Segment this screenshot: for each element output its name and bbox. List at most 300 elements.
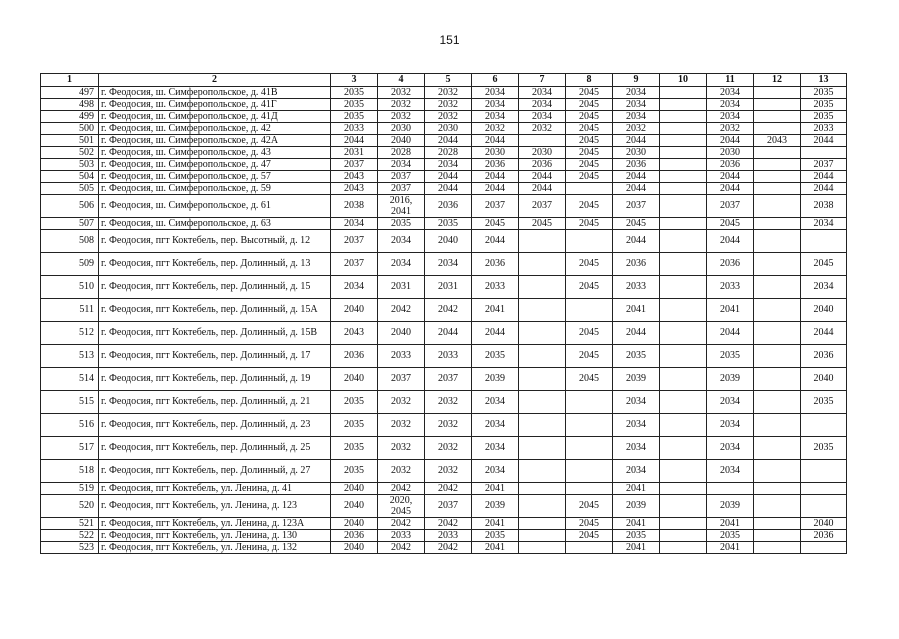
year-cell: 2035 [331,391,378,414]
year-cell: 2032 [425,391,472,414]
year-cell: 2035 [801,437,847,460]
column-header: 8 [566,74,613,87]
table-row [41,414,847,437]
table-row [41,123,847,135]
year-cell [566,483,613,495]
year-cell [754,276,801,299]
column-header: 12 [754,74,801,87]
address-cell: г. Феодосия, пгт Коктебель, пер. Долинный, д. 27 [99,460,331,483]
year-cell [660,483,707,495]
year-cell: 2035 [331,111,378,123]
year-cell: 2034 [613,460,660,483]
year-cell: 2045 [566,99,613,111]
year-cell: 2040 [378,135,425,147]
year-cell: 2040 [425,230,472,253]
year-cell: 2034 [707,437,754,460]
year-cell: 2042 [378,299,425,322]
address-cell: г. Феодосия, пгт Коктебель, ул. Ленина, д. 123 [99,495,331,518]
year-cell: 2035 [331,414,378,437]
year-cell: 2036 [331,530,378,542]
year-cell: 2044 [707,135,754,147]
row-number-cell: 514 [41,368,99,391]
year-cell [566,414,613,437]
year-cell: 2044 [472,183,519,195]
year-cell: 2033 [472,276,519,299]
year-cell: 2039 [707,495,754,518]
year-cell: 2035 [801,99,847,111]
address-cell: г. Феодосия, пгт Коктебель, пер. Долинный, д. 15А [99,299,331,322]
table-row [41,135,847,147]
year-cell: 2035 [378,218,425,230]
year-cell: 2035 [801,391,847,414]
year-cell [566,299,613,322]
year-cell: 2041 [613,299,660,322]
year-cell: 2042 [425,299,472,322]
year-cell [519,345,566,368]
year-cell: 2034 [425,253,472,276]
year-cell: 2045 [472,218,519,230]
year-cell [660,159,707,171]
year-cell [754,322,801,345]
year-cell [519,322,566,345]
table-row [41,542,847,554]
year-cell: 2040 [801,299,847,322]
year-cell [660,147,707,159]
year-cell: 2044 [519,183,566,195]
table-row [41,495,847,518]
year-cell: 2042 [378,483,425,495]
year-cell: 2036 [613,253,660,276]
year-cell: 2040 [331,299,378,322]
address-cell: г. Феодосия, ш. Симферопольское, д. 42А [99,135,331,147]
address-cell: г. Феодосия, ш. Симферопольское, д. 43 [99,147,331,159]
year-cell: 2040 [331,483,378,495]
year-cell: 2042 [378,542,425,554]
year-cell: 2037 [331,253,378,276]
year-cell: 2041 [707,518,754,530]
year-cell [754,87,801,99]
year-cell: 2041 [472,483,519,495]
year-cell: 2044 [425,322,472,345]
address-cell: г. Феодосия, пгт Коктебель, пер. Долинный, д. 23 [99,414,331,437]
year-cell [660,322,707,345]
year-cell [754,111,801,123]
year-cell: 2044 [472,322,519,345]
year-cell: 2034 [378,230,425,253]
year-cell: 2040 [331,518,378,530]
year-cell: 2035 [472,345,519,368]
year-cell: 2032 [425,437,472,460]
row-number-cell: 497 [41,87,99,99]
year-cell: 2044 [707,171,754,183]
column-header: 7 [519,74,566,87]
year-cell [660,253,707,276]
row-number-cell: 513 [41,345,99,368]
year-cell: 2032 [378,391,425,414]
year-cell: 2045 [566,345,613,368]
year-cell: 2035 [425,218,472,230]
year-cell [660,123,707,135]
year-cell: 2041 [707,542,754,554]
year-cell: 2044 [472,171,519,183]
year-cell: 2034 [472,87,519,99]
column-header: 11 [707,74,754,87]
address-cell: г. Феодосия, пгт Коктебель, пер. Долинный, д. 15 [99,276,331,299]
address-cell: г. Феодосия, пгт Коктебель, ул. Ленина, д. 41 [99,483,331,495]
year-cell: 2034 [707,99,754,111]
year-cell [801,414,847,437]
year-cell: 2037 [613,195,660,218]
year-cell: 2044 [472,135,519,147]
year-cell: 2044 [613,135,660,147]
table-row [41,111,847,123]
address-cell: г. Феодосия, пгт Коктебель, пер. Долинный, д. 17 [99,345,331,368]
year-cell: 2034 [519,87,566,99]
year-cell: 2043 [331,322,378,345]
year-cell: 2044 [801,183,847,195]
year-cell: 2043 [331,183,378,195]
year-cell: 2037 [378,368,425,391]
year-cell [801,230,847,253]
year-cell: 2032 [613,123,660,135]
year-cell: 2045 [566,111,613,123]
year-cell: 2034 [472,99,519,111]
address-cell: г. Феодосия, ш. Симферопольское, д. 41Г [99,99,331,111]
year-cell: 2037 [472,195,519,218]
row-number-cell: 522 [41,530,99,542]
year-cell: 2034 [707,87,754,99]
table-row [41,322,847,345]
year-cell [519,414,566,437]
address-cell: г. Феодосия, пгт Коктебель, пер. Долинный, д. 21 [99,391,331,414]
year-cell [660,518,707,530]
year-cell: 2045 [566,495,613,518]
column-header: 9 [613,74,660,87]
year-cell: 2041 [707,299,754,322]
year-cell: 2034 [801,276,847,299]
year-cell [519,483,566,495]
address-cell: г. Феодосия, ш. Симферопольское, д. 57 [99,171,331,183]
year-cell: 2045 [566,159,613,171]
year-cell: 2036 [707,253,754,276]
year-cell [660,495,707,518]
year-cell: 2032 [378,87,425,99]
year-cell [660,414,707,437]
address-cell: г. Феодосия, пгт Коктебель, пер. Долинный, д. 13 [99,253,331,276]
year-cell: 2030 [378,123,425,135]
year-cell: 2037 [425,368,472,391]
year-cell [660,345,707,368]
year-cell: 2045 [566,87,613,99]
year-cell: 2034 [707,111,754,123]
year-cell [754,391,801,414]
year-cell: 2045 [566,322,613,345]
row-number-cell: 510 [41,276,99,299]
year-cell: 2034 [425,159,472,171]
row-number-cell: 521 [41,518,99,530]
year-cell [660,171,707,183]
year-cell: 2041 [472,299,519,322]
year-cell: 2037 [519,195,566,218]
year-cell: 2041 [472,518,519,530]
year-cell: 2033 [378,530,425,542]
table-row [41,276,847,299]
year-cell: 2044 [801,171,847,183]
address-cell: г. Феодосия, ш. Симферопольское, д. 61 [99,195,331,218]
row-number-cell: 502 [41,147,99,159]
year-cell: 2044 [425,183,472,195]
table-row [41,195,847,218]
year-cell: 2033 [613,276,660,299]
year-cell: 2034 [378,253,425,276]
year-cell [754,542,801,554]
year-cell: 2035 [331,437,378,460]
row-number-cell: 506 [41,195,99,218]
year-cell: 2032 [425,414,472,437]
year-cell: 2033 [707,276,754,299]
year-cell: 2045 [566,530,613,542]
table-row [41,87,847,99]
row-number-cell: 512 [41,322,99,345]
row-number-cell: 499 [41,111,99,123]
year-cell [660,218,707,230]
year-cell: 2045 [566,195,613,218]
year-cell [660,195,707,218]
year-cell: 2036 [472,159,519,171]
year-cell: 2031 [378,276,425,299]
year-cell [519,495,566,518]
year-cell: 2036 [472,253,519,276]
year-cell [566,183,613,195]
table-row [41,530,847,542]
year-cell [754,159,801,171]
year-cell: 2034 [472,111,519,123]
year-cell: 2045 [566,135,613,147]
column-header: 2 [99,74,331,87]
year-cell: 2032 [425,99,472,111]
table-row [41,460,847,483]
address-cell: г. Феодосия, пгт Коктебель, пер. Высотный, д. 12 [99,230,331,253]
year-cell [754,345,801,368]
year-cell: 2034 [378,159,425,171]
header-row [41,74,847,87]
year-cell [519,299,566,322]
address-cell: г. Феодосия, пгт Коктебель, пер. Долинный, д. 25 [99,437,331,460]
year-cell: 2040 [378,322,425,345]
address-cell: г. Феодосия, ш. Симферопольское, д. 41В [99,87,331,99]
year-cell: 2032 [378,414,425,437]
year-cell: 2028 [425,147,472,159]
address-cell: г. Феодосия, пгт Коктебель, ул. Ленина, д. 123А [99,518,331,530]
row-number-cell: 523 [41,542,99,554]
year-cell [660,276,707,299]
column-header: 10 [660,74,707,87]
year-cell: 2035 [331,460,378,483]
year-cell [754,147,801,159]
year-cell: 2040 [801,368,847,391]
address-cell: г. Феодосия, пгт Коктебель, пер. Долинный, д. 19 [99,368,331,391]
year-cell: 2035 [331,87,378,99]
year-cell: 2032 [707,123,754,135]
year-cell: 2033 [331,123,378,135]
year-cell: 2033 [425,530,472,542]
year-cell: 2035 [613,345,660,368]
row-number-cell: 519 [41,483,99,495]
year-cell: 2044 [425,135,472,147]
year-cell: 2045 [566,218,613,230]
year-cell [519,460,566,483]
year-cell: 2042 [425,483,472,495]
year-cell [801,542,847,554]
year-cell [754,495,801,518]
address-cell: г. Феодосия, пгт Коктебель, ул. Ленина, д. 130 [99,530,331,542]
year-cell: 2044 [331,135,378,147]
year-cell: 2032 [472,123,519,135]
year-cell [754,518,801,530]
year-cell [566,460,613,483]
year-cell [754,368,801,391]
year-cell: 2035 [801,87,847,99]
year-cell [754,253,801,276]
year-cell: 2045 [566,276,613,299]
year-cell: 2035 [801,111,847,123]
year-cell [519,253,566,276]
year-cell [566,391,613,414]
year-cell: 2040 [331,495,378,518]
table-row [41,183,847,195]
year-cell [801,460,847,483]
year-cell: 2044 [472,230,519,253]
year-cell: 2044 [707,183,754,195]
address-cell: г. Феодосия, ш. Симферопольское, д. 41Д [99,111,331,123]
year-cell [660,183,707,195]
year-cell [566,437,613,460]
year-cell: 2035 [331,99,378,111]
year-cell [801,495,847,518]
year-cell: 2037 [378,171,425,183]
year-cell: 2034 [707,460,754,483]
row-number-cell: 517 [41,437,99,460]
year-cell: 2045 [613,218,660,230]
column-header: 1 [41,74,99,87]
row-number-cell: 518 [41,460,99,483]
year-cell: 2045 [801,253,847,276]
year-cell [754,183,801,195]
year-cell: 2034 [613,111,660,123]
row-number-cell: 504 [41,171,99,183]
year-cell: 2031 [425,276,472,299]
year-cell [519,530,566,542]
row-number-cell: 516 [41,414,99,437]
year-cell: 2036 [519,159,566,171]
year-cell: 2045 [707,218,754,230]
year-cell: 2042 [425,542,472,554]
year-cell [660,542,707,554]
address-cell: г. Феодосия, ш. Симферопольское, д. 47 [99,159,331,171]
table-row [41,253,847,276]
row-number-cell: 505 [41,183,99,195]
year-cell: 2032 [519,123,566,135]
year-cell: 2041 [613,483,660,495]
year-cell [801,147,847,159]
year-cell: 2036 [801,345,847,368]
year-cell [754,99,801,111]
year-cell: 2042 [425,518,472,530]
row-number-cell: 509 [41,253,99,276]
schedule-table [40,73,847,554]
column-header: 6 [472,74,519,87]
year-cell: 2034 [472,391,519,414]
year-cell [660,111,707,123]
year-cell [660,368,707,391]
table-row [41,99,847,111]
year-cell: 2033 [425,345,472,368]
year-cell: 2030 [472,147,519,159]
year-cell: 2044 [707,322,754,345]
year-cell [707,483,754,495]
table-row [41,483,847,495]
column-header: 13 [801,74,847,87]
year-cell: 2020, 2045 [378,495,425,518]
year-cell: 2039 [613,368,660,391]
year-cell: 2030 [707,147,754,159]
year-cell: 2032 [425,460,472,483]
year-cell [754,460,801,483]
year-cell [754,230,801,253]
row-number-cell: 503 [41,159,99,171]
column-header: 5 [425,74,472,87]
year-cell [519,135,566,147]
year-cell [754,483,801,495]
year-cell: 2034 [613,87,660,99]
address-cell: г. Феодосия, пгт Коктебель, ул. Ленина, д. 132 [99,542,331,554]
year-cell [754,299,801,322]
year-cell: 2037 [331,230,378,253]
year-cell: 2037 [801,159,847,171]
year-cell: 2034 [613,99,660,111]
year-cell: 2034 [331,276,378,299]
year-cell: 2034 [331,218,378,230]
year-cell: 2043 [331,171,378,183]
row-number-cell: 520 [41,495,99,518]
year-cell [660,530,707,542]
table-row [41,437,847,460]
page-number: 151 [439,33,460,47]
year-cell: 2032 [425,111,472,123]
year-cell: 2036 [613,159,660,171]
year-cell: 2044 [613,230,660,253]
year-cell: 2035 [707,345,754,368]
year-cell [754,218,801,230]
address-cell: г. Феодосия, ш. Симферопольское, д. 59 [99,183,331,195]
year-cell [754,123,801,135]
table-row [41,171,847,183]
year-cell: 2032 [425,87,472,99]
year-cell: 2045 [566,171,613,183]
year-cell: 2041 [613,518,660,530]
year-cell [519,276,566,299]
year-cell: 2032 [378,111,425,123]
year-cell: 2039 [472,368,519,391]
year-cell: 2037 [378,183,425,195]
year-cell [660,87,707,99]
year-cell: 2034 [472,460,519,483]
year-cell: 2044 [801,322,847,345]
year-cell: 2045 [566,253,613,276]
table-row [41,368,847,391]
row-number-cell: 508 [41,230,99,253]
year-cell: 2028 [378,147,425,159]
